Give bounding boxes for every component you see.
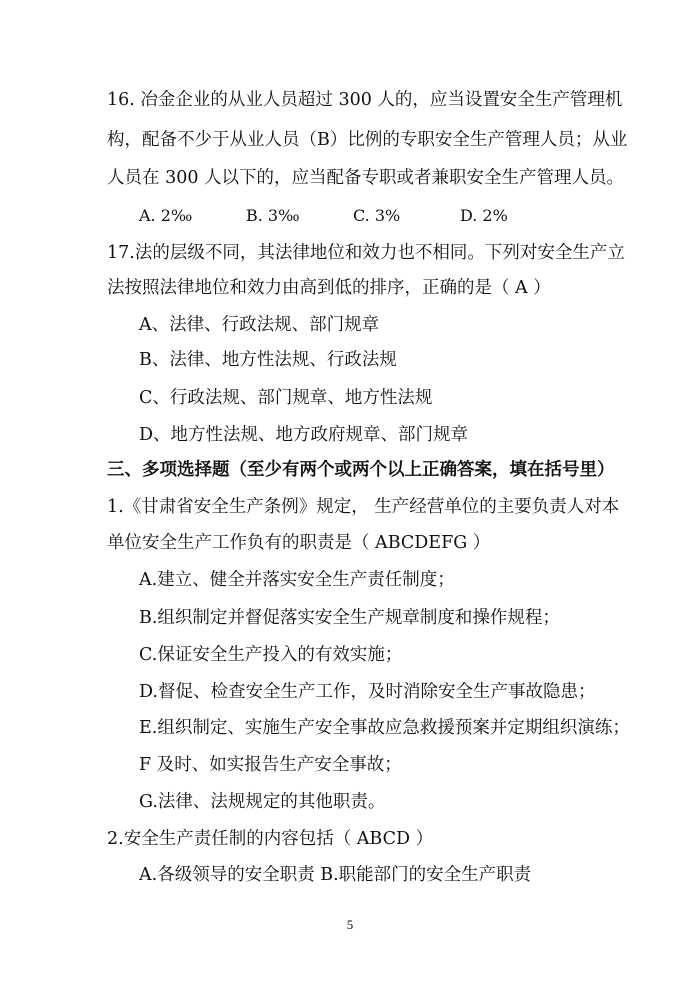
m1-option-b: B.组织制定并督促落实安全生产规章制度和操作规程； <box>139 608 560 628</box>
m1-line-1: 1.《甘肃省安全生产条例》规定， 生产经营单位的主要负责人对本 <box>107 497 620 517</box>
m1-option-a: A.建立、健全并落实安全生产责任制度； <box>139 570 455 590</box>
q17-option-d: D、地方性法规、地方政府规章、部门规章 <box>139 425 469 445</box>
q16-option-d: D. 2% <box>460 206 508 225</box>
q17-line-1: 17.法的层级不同，其法律地位和效力也不相同。下列对安全生产立 <box>107 243 625 263</box>
q16-option-c: C. 3% <box>353 206 401 225</box>
q16-line-1: 16. 冶金企业的从业人员超过 300 人的，应当设置安全生产管理机 <box>107 90 623 110</box>
m1-option-g: G.法律、法规规定的其他职责。 <box>139 792 386 812</box>
q17-option-a: A、法律、行政法规、部门规章 <box>139 315 380 335</box>
section-heading: 三、多项选择题（至少有两个或两个以上正确答案，填在括号里） <box>107 460 615 480</box>
q16-option-b: B. 3‰ <box>246 206 300 225</box>
m1-option-f: F 及时、如实报告生产安全事故； <box>139 755 402 775</box>
m1-option-e: E.组织制定、实施生产安全事故应急救援预案并定期组织演练； <box>139 718 630 738</box>
q16-line-2: 构，配备不少于从业人员（B）比例的专职安全生产管理人员；从业 <box>107 130 628 150</box>
q17-option-b: B、法律、地方性法规、行政法规 <box>139 350 397 370</box>
page-number: 5 <box>346 917 354 932</box>
q16-option-a: A. 2‰ <box>139 206 193 225</box>
q17-line-2: 法按照法律地位和效力由高到低的排序，正确的是（ A ） <box>107 278 551 298</box>
q16-line-3: 人员在 300 人以下的，应当配备专职或者兼职安全生产管理人员。 <box>107 168 625 188</box>
m2-options: A.各级领导的安全职责 B.职能部门的安全生产职责 <box>139 865 532 885</box>
q17-option-c: C、行政法规、部门规章、地方性法规 <box>139 388 433 408</box>
m1-option-d: D.督促、检查安全生产工作，及时消除安全生产事故隐患； <box>139 682 596 702</box>
q16-options <box>139 204 508 228</box>
m2-line-1: 2.安全生产责任制的内容包括（ ABCD ） <box>107 829 434 849</box>
m1-line-2: 单位安全生产工作负有的职责是（ ABCDEFG ） <box>107 533 491 553</box>
m1-option-c: C.保证安全生产投入的有效实施； <box>139 645 403 665</box>
